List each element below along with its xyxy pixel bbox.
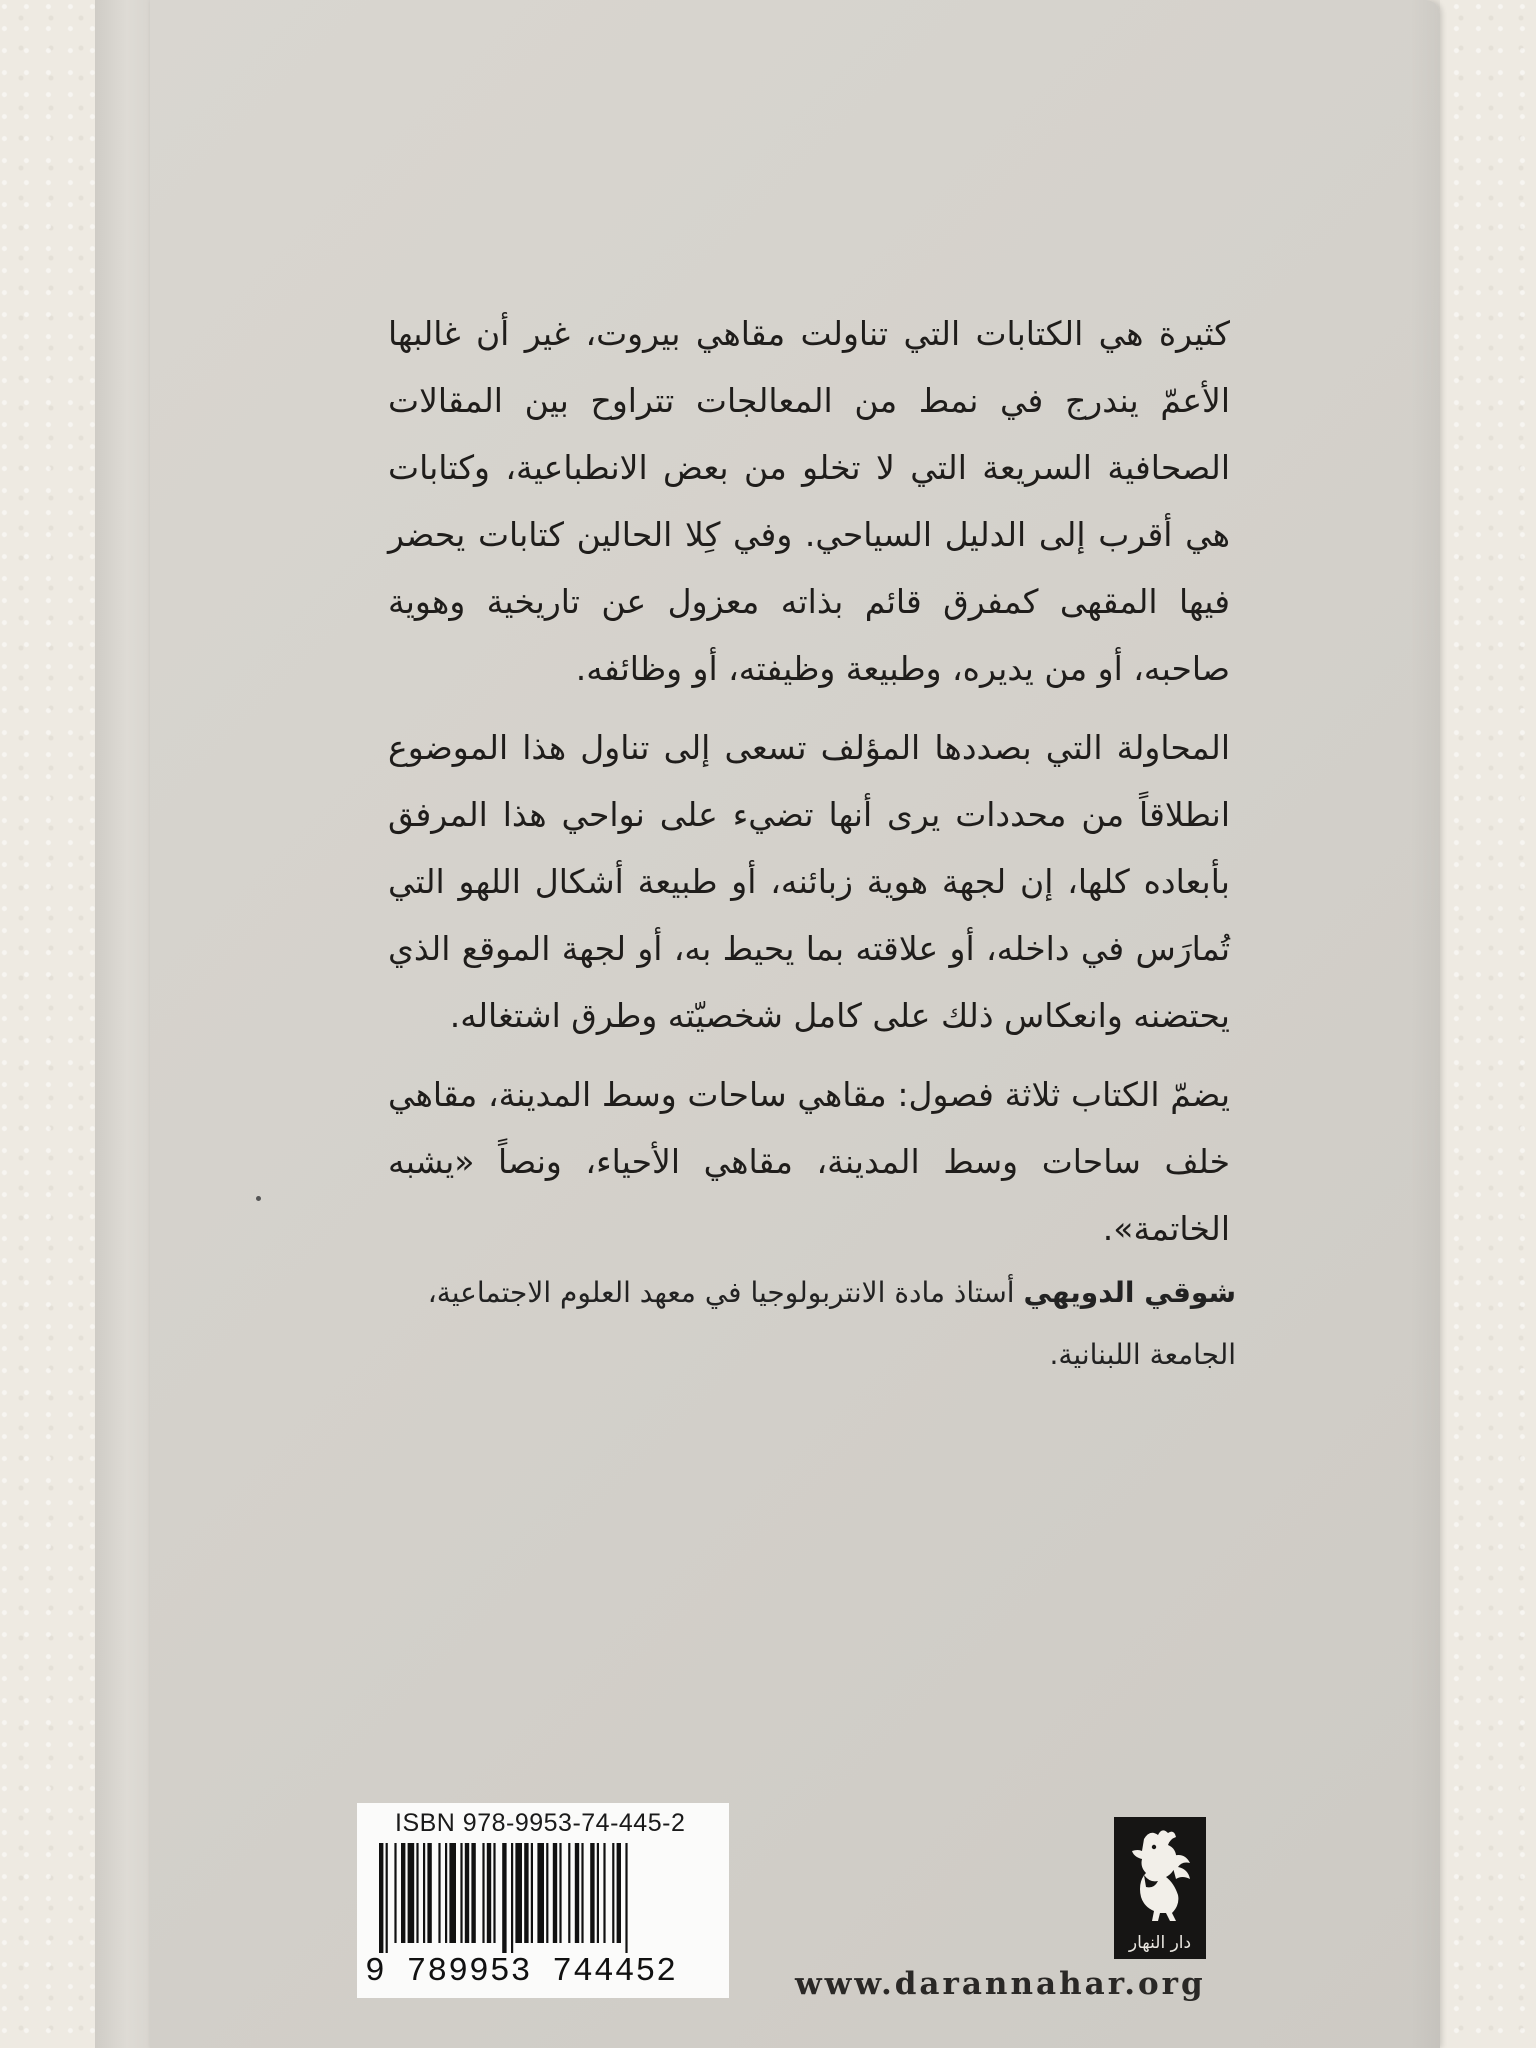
blurb-text (388, 300, 1230, 1274)
blurb-paragraph: كثيرة هي الكتابات التي تناولت مقاهي بيروت، غير أن غالبها الأعمّ يندرج في نمط من المعالجات تتراوح بين المقالات الصحافية السريعة التي لا تخلو من بعض الانطباعية، وكتابات هي أقرب إلى الدليل السياحي. وفي كِلا الحالين كتابات يحضر فيها المقهى كمفرق قائم بذاته معزول عن تاريخية وهوية صاحبه، أو من يديره، وطبيعة وظيفته، أو وظائفه. (388, 314, 1230, 688)
blurb-paragraph: المحاولة التي بصددها المؤلف تسعى إلى تناول هذا الموضوع انطلاقاً من محددات يرى أنها تضيء على نواحي هذا المرفق بأبعاده كلها، إن لجهة هوية زبائنه، أو طبيعة أشكال اللهو التي تُمارَس في داخله، أو علاقته بما يحيط به، أو لجهة الموقع الذي يحتضنه وانعكاس ذلك على كامل شخصيّته وطرق اشتغاله. (388, 728, 1230, 1035)
speck (256, 1196, 261, 1201)
author-bio (376, 1262, 1236, 1386)
publisher-logo-text: دار النهار (1128, 1933, 1192, 1953)
barcode-digits: 9 789953 744452 (365, 1953, 678, 1990)
author-description: أستاذ مادة الانتربولوجيا في معهد العلوم الاجتماعية، (427, 1276, 1024, 1309)
isbn-label: ISBN 978-9953-74-445-2 (395, 1809, 686, 1837)
author-name: شوقي الدويهي (1023, 1276, 1236, 1309)
author-affiliation: الجامعة اللبنانية. (1049, 1338, 1236, 1371)
publisher-logo (1114, 1817, 1206, 1959)
publisher-website: www.darannahar.org (795, 1966, 1206, 2002)
author-line (376, 1262, 1236, 1324)
blurb-paragraph: يضمّ الكتاب ثلاثة فصول: مقاهي ساحات وسط المدينة، مقاهي خلف ساحات وسط المدينة، مقاهي الأحياء، ونصاً «يشبه الخاتمة». (388, 1075, 1230, 1248)
barcode-icon (377, 1843, 707, 1953)
isbn-barcode (357, 1803, 729, 1998)
